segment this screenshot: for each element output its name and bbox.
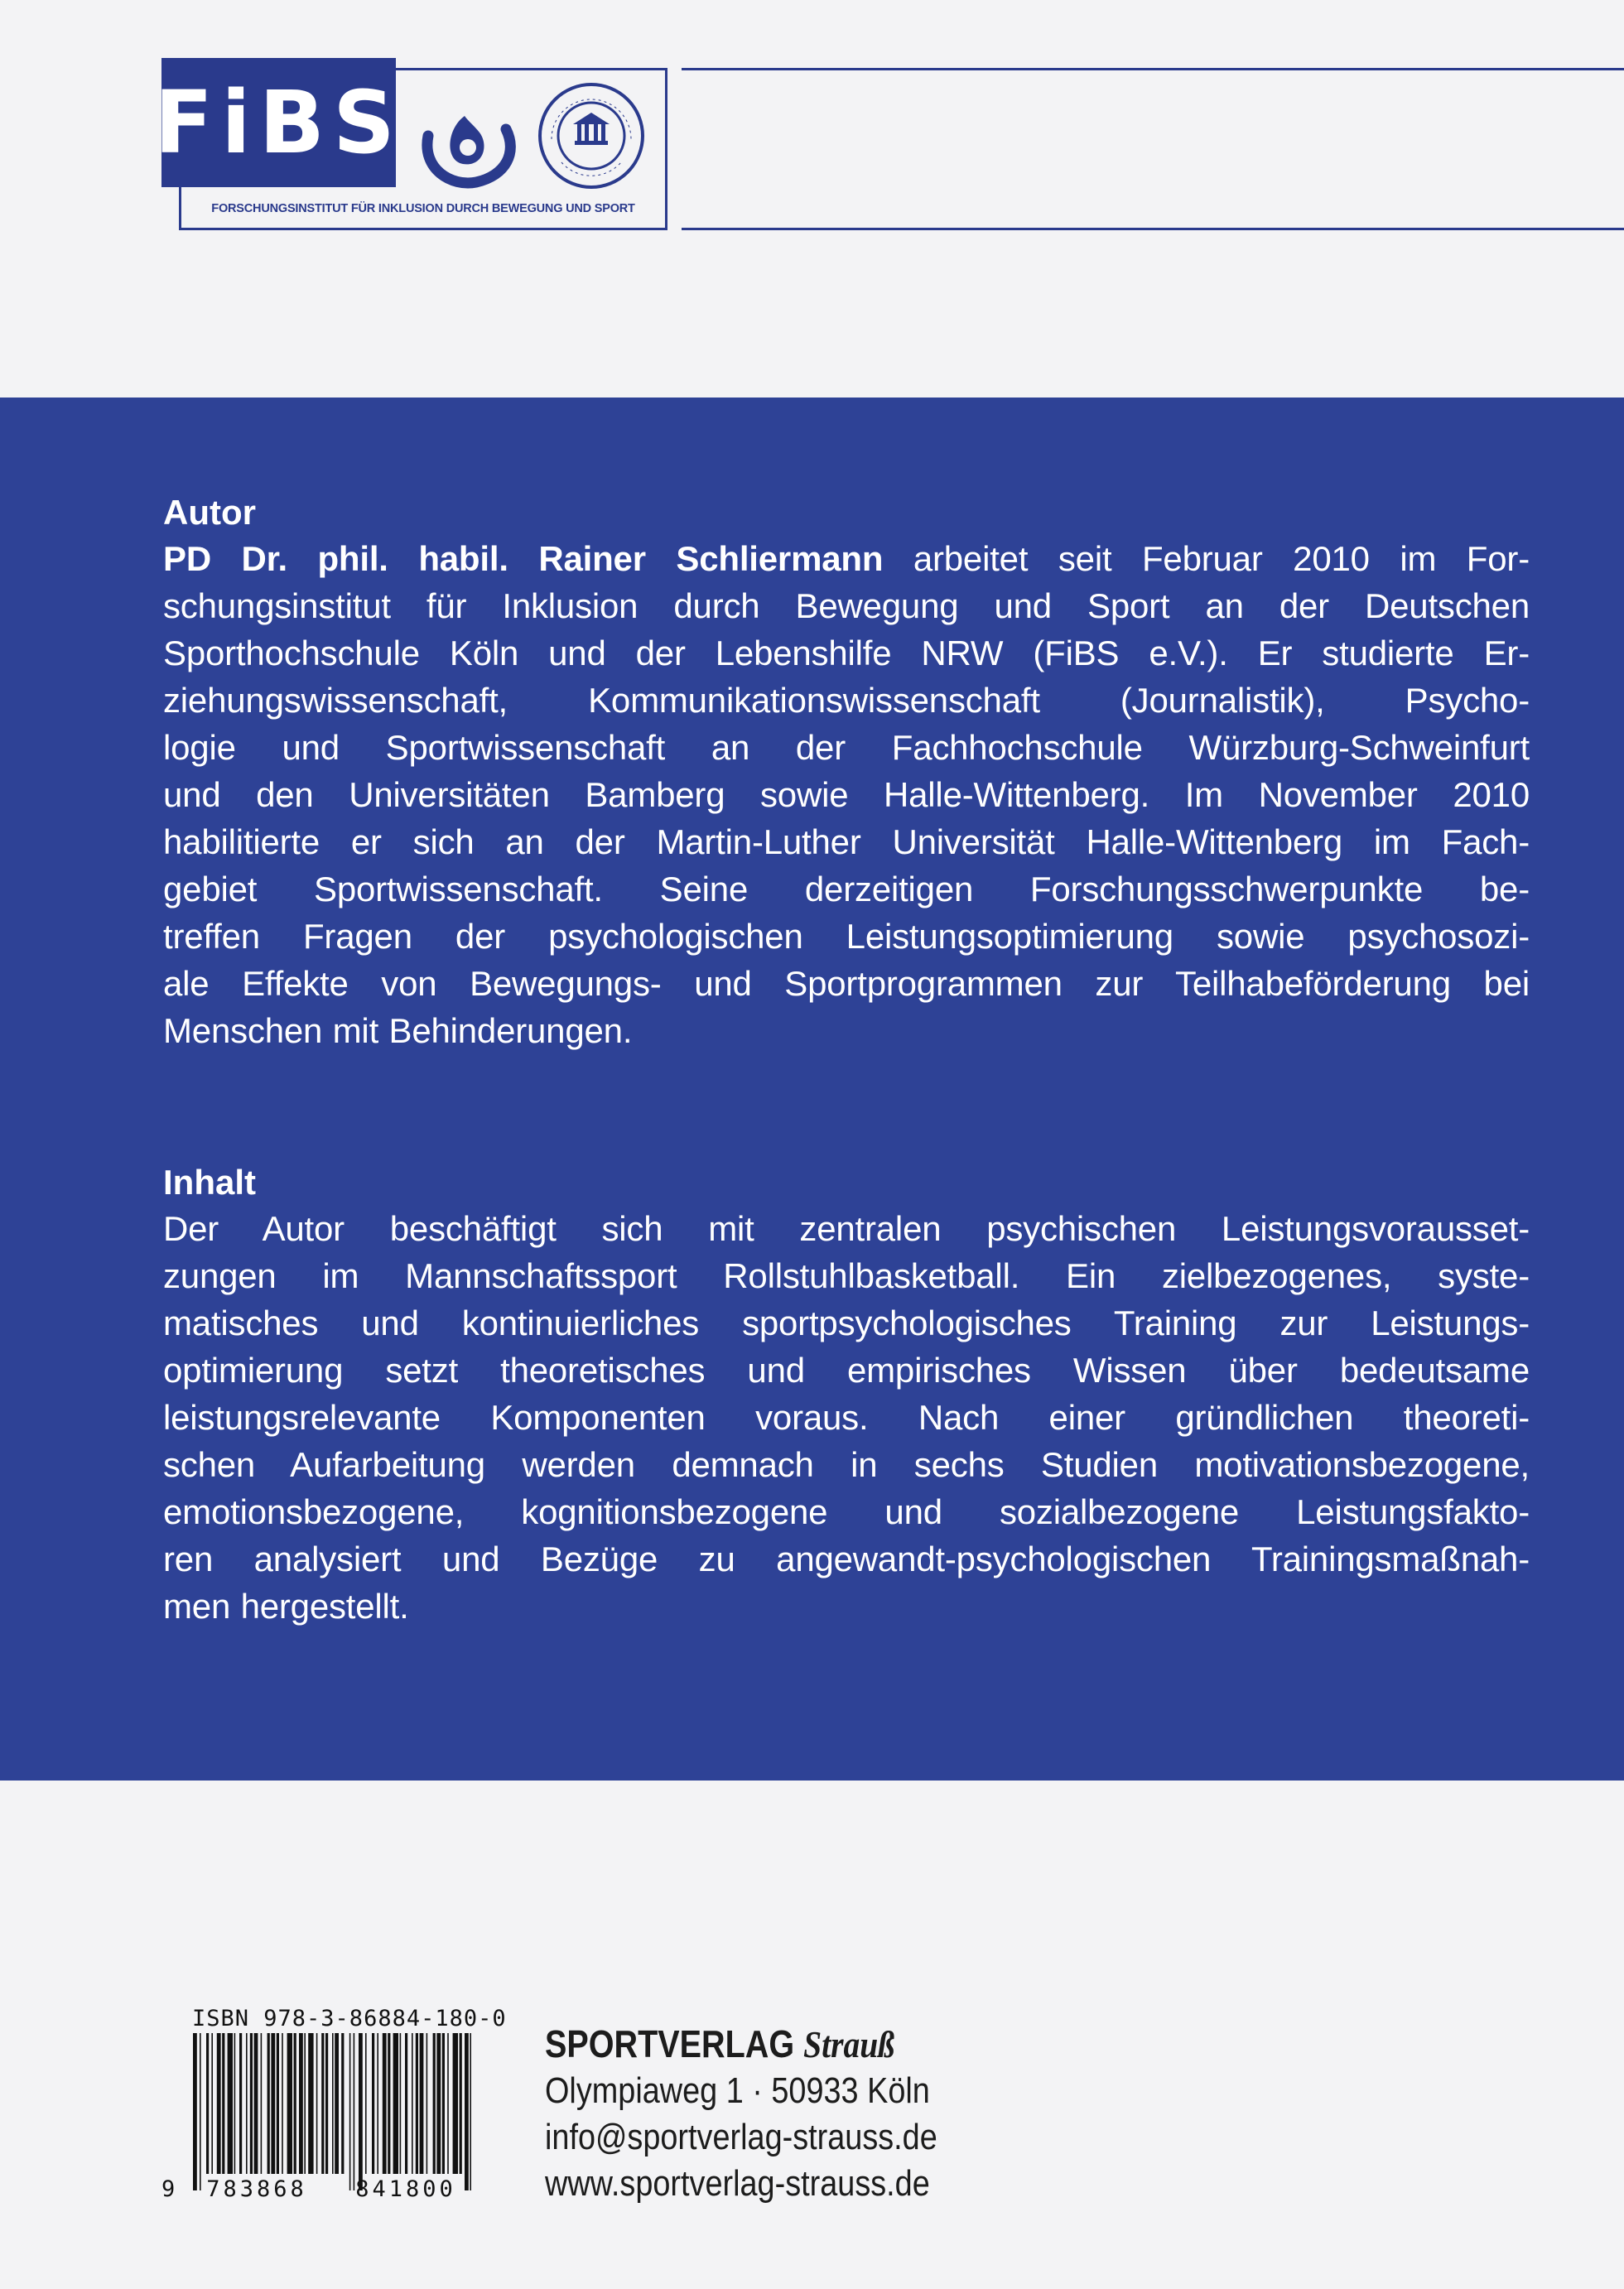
barcode-bar (239, 2033, 242, 2174)
publisher-address: Olympiaweg 1 · 50933 Köln (545, 2070, 930, 2111)
content-summary-line: matisches und kontinuierliches sportpsychologisches Training zur Leistungs- (163, 1303, 1530, 1342)
barcode-bar (377, 2033, 378, 2174)
content-summary-line: leistungsrelevante Komponenten voraus. Nach einer gründlichen theoreti- (163, 1397, 1530, 1437)
barcode-bar (405, 2033, 407, 2174)
barcode-bar (400, 2033, 402, 2174)
author-bio-line: und den Universitäten Bamberg sowie Halle-Wittenberg. Im November 2010 (163, 774, 1530, 814)
barcode-bar (246, 2033, 248, 2174)
barcode-bar (453, 2033, 458, 2174)
publisher-website: www.sportverlag-strauss.de (545, 2163, 930, 2204)
barcode-bar (211, 2033, 213, 2174)
barcode-bar (436, 2033, 441, 2174)
lebenshilfe-mark-icon (410, 93, 526, 192)
barcode-bar (250, 2033, 253, 2174)
author-bio-line: habilitierte er sich an der Martin-Luther Universität Halle-Wittenberg im Fach- (163, 822, 1530, 861)
barcode-bar (308, 2033, 313, 2174)
barcode-bar (433, 2033, 436, 2174)
barcode-bar (354, 2033, 355, 2190)
content-summary-line: ren analysiert und Bezüge zu angewandt-psychologischen Trainingsmaßnah- (163, 1539, 1530, 1578)
content-summary (163, 1205, 1530, 1630)
barcode-bar (465, 2033, 469, 2190)
author-bio-line: logie und Sportwissenschaft an der Fachhochschule Würzburg-Schweinfurt (163, 727, 1530, 767)
isbn-label: ISBN 978-3-86884-180-0 (192, 2006, 507, 2031)
author-bio-line: schungsinstitut für Inklusion durch Bewegung und Sport an der Deutschen (163, 586, 1530, 625)
barcode-bar (332, 2033, 334, 2174)
barcode-image (186, 2033, 478, 2190)
barcode-bar (321, 2033, 324, 2174)
publisher-name-script: Strauß (803, 2023, 895, 2065)
content-summary-line: men hergestellt. (163, 1586, 409, 1626)
university-seal-icon (537, 81, 646, 190)
barcode-right-group: 841800 (355, 2176, 456, 2202)
barcode-bar (393, 2033, 398, 2174)
barcode-bar (299, 2033, 303, 2174)
barcode-bar (206, 2033, 209, 2174)
barcode-bar (372, 2033, 374, 2174)
publisher-name: SPORTVERLAG Strauß (545, 2022, 895, 2065)
barcode-bar (426, 2033, 428, 2174)
publisher-email: info@sportverlag-strauss.de (545, 2117, 937, 2157)
header-rule-top (682, 68, 1624, 70)
author-bio-line: ale Effekte von Bewegungs- und Sportprogrammen zur Teilhabeförderung bei (163, 963, 1530, 1003)
author-bio-line: gebiet Sportwissenschaft. Seine derzeitigen Forschungsschwerpunkte be- (163, 869, 1530, 908)
content-panel (0, 398, 1624, 1781)
barcode-bar (271, 2033, 275, 2174)
barcode-bar (304, 2033, 306, 2174)
barcode-bar (277, 2033, 279, 2174)
publisher-block (545, 2021, 1001, 2207)
barcode-bar (359, 2033, 363, 2190)
content-section (163, 1161, 1530, 1630)
barcode-bar (217, 2033, 221, 2174)
barcode-bar (193, 2033, 197, 2190)
barcode-bar (460, 2033, 462, 2174)
barcode-bar (254, 2033, 258, 2174)
barcode-bar (335, 2033, 339, 2174)
logo-wordmark: FiBS (154, 72, 403, 173)
author-bio-line: Sporthochschule Köln und der Lebenshilfe NRW (FiBS e.V.). Er studierte Er- (163, 633, 1530, 672)
barcode-digits (161, 2176, 489, 2202)
fibs-logo (154, 58, 403, 187)
barcode-left-group: 783868 (206, 2176, 307, 2202)
content-summary-line: Der Autor beschäftigt sich mit zentralen psychischen Leistungsvorausset- (163, 1208, 1530, 1248)
barcode-bar (383, 2033, 387, 2174)
content-summary-line: optimierung setzt theoretisches und empirisches Wissen über bedeutsame (163, 1350, 1530, 1390)
author-name: PD Dr. phil. habil. Rainer Schliermann (163, 538, 884, 578)
barcode-bar (420, 2033, 424, 2174)
barcode-bar (325, 2033, 328, 2174)
barcode-bar (416, 2033, 418, 2174)
author-bio-line: treffen Fragen der psychologischen Leistungsoptimierung sowie psychosozi- (163, 916, 1530, 956)
barcode-bar (442, 2033, 445, 2174)
author-bio (163, 535, 1530, 1054)
logo-subtitle: FORSCHUNGSINSTITUT FÜR INKLUSION DURCH BEWEGUNG UND SPORT (211, 202, 635, 215)
barcode-bar (349, 2033, 351, 2190)
barcode-bar (282, 2033, 283, 2174)
barcode-bar (228, 2033, 233, 2174)
content-summary-line: schen Aufarbeitung werden demnach in sechs Studien motivationsbezogene, (163, 1444, 1530, 1484)
barcode-bar (222, 2033, 224, 2174)
barcode-bar (365, 2033, 367, 2174)
barcode-bar (267, 2033, 270, 2174)
barcode-bar (234, 2033, 236, 2174)
author-bio-line: ziehungswissenschaft, Kommunikationswissenschaft (Journalistik), Psycho- (163, 680, 1530, 720)
barcode-bar (200, 2033, 201, 2190)
barcode-bar (388, 2033, 390, 2174)
content-summary-line: emotionsbezogene, kognitionsbezogene und sozialbezogene Leistungsfakto- (163, 1491, 1530, 1531)
barcode-bar (261, 2033, 263, 2174)
barcode-bar (447, 2033, 449, 2174)
author-bio-line: Menschen mit Behinderungen. (163, 1010, 633, 1050)
content-summary-line: zungen im Mannschaftssport Rollstuhlbasketball. Ein zielbezogenes, syste- (163, 1255, 1530, 1295)
author-section (163, 491, 1530, 1054)
barcode-bar (412, 2033, 413, 2174)
author-heading: Autor (163, 493, 256, 532)
barcode-bar (316, 2033, 318, 2174)
barcode-first-digit: 9 (161, 2176, 176, 2202)
barcode-bar (341, 2033, 344, 2174)
barcode-bar (470, 2033, 471, 2190)
author-bio-line: PD Dr. phil. habil. Rainer Schliermann arbeitet seit Februar 2010 im For- (163, 538, 1530, 578)
barcode-bar (287, 2033, 292, 2174)
header-rule-bottom (682, 228, 1624, 230)
content-heading: Inhalt (163, 1163, 256, 1202)
barcode-bar (294, 2033, 296, 2174)
